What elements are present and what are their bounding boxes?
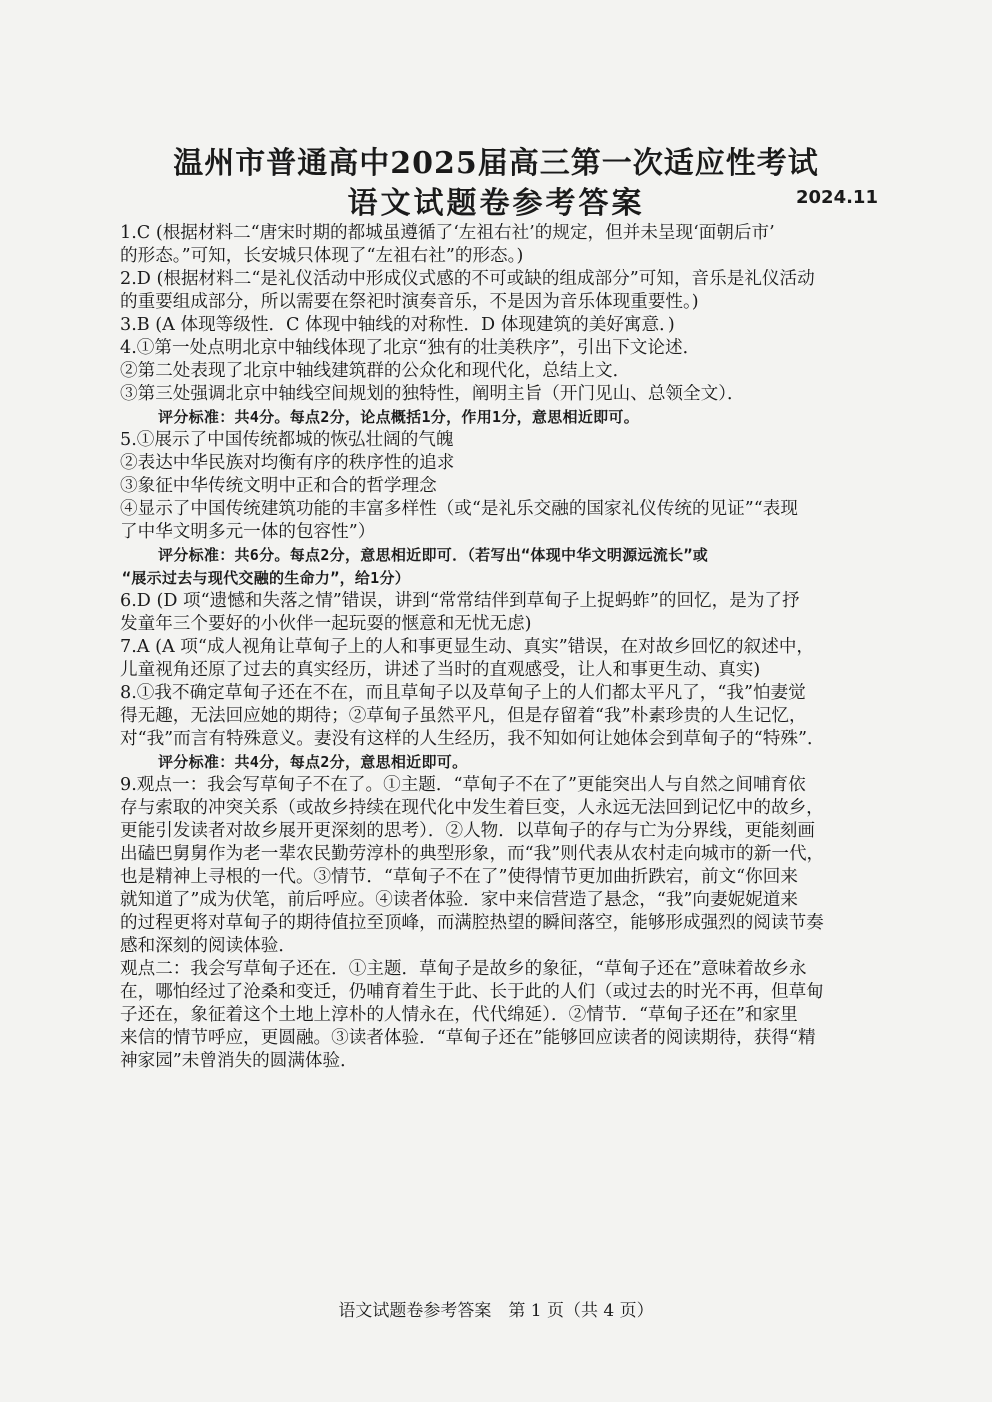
answer-line: 更能引发读者对故乡展开更深刻的思考）．②人物．以草甸子的存与亡为分界线，更能刻画 [120,821,815,841]
scoring-criteria: 评分标准：共4分。每点2分，论点概括1分，作用1分，意思相近即可。 [158,408,640,426]
answer-line: 2.D (根据材料二“是礼仪活动中形成仪式感的不可或缺的组成部分”可知，音乐是礼仪活动 [120,269,815,289]
answer-line: 对“我”而言有特殊意义。妻没有这样的人生经历，我不知如何让她体会到草甸子的“特殊”． [120,729,825,749]
answer-line: 也是精神上寻根的一代。③情节．“草甸子不在了”使得情节更加曲折跌宕，前文“你回来 [120,867,798,887]
answer-line: 儿童视角还原了过去的真实经历，讲述了当时的直观感受，让人和事更生动、真实) [120,660,761,680]
answer-line: ③象征中华传统文明中正和合的哲学理念 [120,476,437,496]
exam-title: 温州市普通高中2025届高三第一次适应性考试 [173,146,819,181]
answer-line: 6.D (D 项“遗憾和失落之情”错误，讲到“常常结伴到草甸子上捉蚂蚱”的回忆，是为了抒 [120,591,800,611]
document-title: 语文试题卷参考答案 [347,186,645,221]
answer-line: 的形态。”可知，长安城只体现了“左祖右社”的形态。) [120,246,524,266]
answer-line: 9.观点一：我会写草甸子不在了。①主题．“草甸子不在了”更能突出人与自然之间哺育依 [120,775,806,795]
scoring-criteria: 评分标准：共4分，每点2分，意思相近即可。 [158,753,468,771]
answer-line: 存与索取的冲突关系（或故乡持续在现代化中发生着巨变，人永远无法回到记忆中的故乡， [120,798,824,818]
answer-line: ②表达中华民族对均衡有序的秩序性的追求 [120,453,455,473]
answer-line: 感和深刻的阅读体验． [120,936,296,956]
answer-line: ③第三处强调北京中轴线空间规划的独特性，阐明主旨（开门见山、总领全文）． [120,384,745,404]
page-footer: 语文试题卷参考答案 第 1 页（共 4 页） [338,1301,654,1321]
answer-line: 神家园”未曾消失的圆满体验． [120,1051,358,1071]
answer-line: 3.B (A 体现等级性．C 体现中轴线的对称性．D 体现建筑的美好寓意．) [120,315,675,335]
answer-line: 5.①展示了中国传统都城的恢弘壮阔的气魄 [120,430,454,450]
exam-date: 2024.11 [796,187,878,208]
scoring-criteria: 评分标准：共6分。每点2分，意思相近即可．（若写出“体现中华文明源远流长”或 [158,546,709,564]
answer-line: 的过程更将对草甸子的期待值拉至顶峰，而满腔热望的瞬间落空，能够形成强烈的阅读节奏 [120,913,824,933]
answer-line: 出磕巴舅舅作为老一辈农民勤劳淳朴的典型形象，而“我”则代表从农村走向城市的新一代， [120,844,825,864]
answer-line: 得无趣，无法回应她的期待；②草甸子虽然平凡，但是存留着“我”朴素珍贵的人生记忆， [120,706,807,726]
answer-line: 在，哪怕经过了沧桑和变迁，仍哺育着生于此、长于此的人们（或过去的时光不再，但草甸 [120,982,824,1002]
answer-line: 观点二：我会写草甸子还在．①主题．草甸子是故乡的象征，“草甸子还在”意味着故乡永 [120,959,807,979]
answer-line: 子还在，象征着这个土地上淳朴的人情永在，代代绵延）．②情节．“草甸子还在”和家里 [120,1005,798,1025]
answer-line: 的重要组成部分，所以需要在祭祀时演奏音乐，不是因为音乐体现重要性。) [120,292,699,312]
answer-line: 8.①我不确定草甸子还在不在，而且草甸子以及草甸子上的人们都太平凡了，“我”怕妻觉 [120,683,806,703]
answer-line: 发童年三个要好的小伙伴一起玩耍的惬意和无忧无虑) [120,614,532,634]
answer-line: 来信的情节呼应，更圆融。③读者体验．“草甸子还在”能够回应读者的阅读期待，获得“精 [120,1028,816,1048]
answer-line: 4.①第一处点明北京中轴线体现了北京“独有的壮美秩序”，引出下文论述． [120,338,701,358]
answer-line: 7.A (A 项“成人视角让草甸子上的人和事更显生动、真实”错误，在对故乡回忆的叙述中， [120,637,815,657]
answer-body [120,222,882,1073]
answer-line: 了中华文明多元一体的包容性”） [120,522,376,542]
scoring-criteria: “展示过去与现代交融的生命力”，给1分） [122,569,411,587]
answer-line: ④显示了中国传统建筑功能的丰富多样性（或“是礼乐交融的国家礼仪传统的见证”“表现 [120,499,798,519]
answer-line: 1.C (根据材料二“唐宋时期的都城虽遵循了‘左祖右社’的规定，但并未呈现‘面朝后市’ [120,223,775,243]
answer-line: ②第二处表现了北京中轴线建筑群的公众化和现代化，总结上文． [120,361,631,381]
answer-line: 就知道了”成为伏笔，前后呼应。④读者体验．家中来信营造了悬念，“我”向妻妮妮道来 [120,890,798,910]
